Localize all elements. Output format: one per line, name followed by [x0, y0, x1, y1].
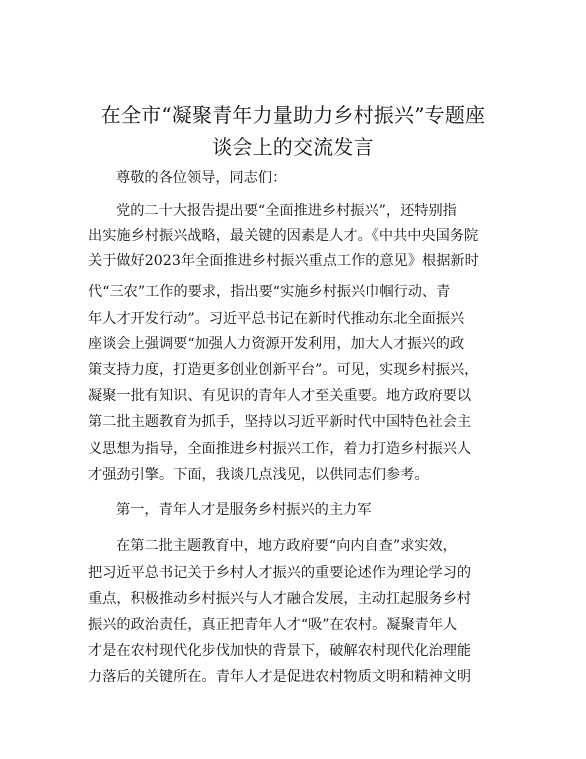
paragraph-1-line-3: 关于做好2023年全面推进乡村振兴重点工作的意见》根据新时 [88, 253, 479, 269]
paragraph-1-line-11: 才强劲引擎。下面，我谈几点浅见，以供同志们参考。 [88, 467, 429, 483]
paragraph-1-line-9: 第二批主题教育为抓手，坚持以习近平新时代中国特色社会主 [88, 414, 472, 430]
paragraph-1-line-6: 座谈会上强调要“加强人力资源开发利用，加大人才振兴的政 [88, 336, 465, 352]
document-title-line-2: 谈会上的交流发言 [212, 135, 374, 159]
paragraph-2-line-4: 振兴的政治责任，真正把青年人才“吸”在农村。凝聚青年人 [88, 617, 458, 633]
paragraph-1-line-5: 年人才开发行动”。习近平总书记在新时代推动东北全面振兴 [88, 311, 465, 327]
paragraph-1-line-8: 凝聚一批有知识、有见识的青年人才至关重要。地方政府要以 [88, 388, 472, 404]
paragraph-2-line-6: 力落后的关键所在。青年人才是促进农村物质文明和精神文明 [88, 669, 472, 685]
salutation: 尊敬的各位领导，同志们： [116, 170, 287, 186]
paragraph-2-line-1: 在第二批主题教育中，地方政府要“向内自查”求实效， [116, 538, 457, 554]
paragraph-2-line-5: 才是在农村现代化步伐加快的背景下，破解农村现代化治理能 [88, 643, 472, 659]
paragraph-1-line-4: 代“三农”工作的要求，指出要“实施乡村振兴巾帼行动、青 [88, 284, 451, 300]
document-title-line-1: 在全市“凝聚青年力量助力乡村振兴”专题座 [100, 103, 486, 127]
paragraph-1-line-10: 义思想为指导，全面推进乡村振兴工作，着力打造乡村振兴人 [88, 441, 472, 457]
paragraph-2-line-3: 重点，积极推动乡村振兴与人才融合发展，主动扛起服务乡村 [88, 591, 472, 607]
section-heading-1: 第一，青年人才是服务乡村振兴的主力军 [116, 502, 372, 518]
paragraph-1-line-2: 出实施乡村振兴战略，最关键的因素是人才。《中共中央国务院 [88, 228, 479, 244]
paragraph-2-line-2: 把习近平总书记关于乡村人才振兴的重要论述作为理论学习的 [88, 565, 472, 581]
paragraph-1-line-7: 策支持力度，打造更多创业创新平台”。可见，实现乡村振兴， [88, 362, 479, 378]
paragraph-1-line-1: 党的二十大报告提出要“全面推进乡村振兴”，还特别指 [116, 203, 457, 219]
